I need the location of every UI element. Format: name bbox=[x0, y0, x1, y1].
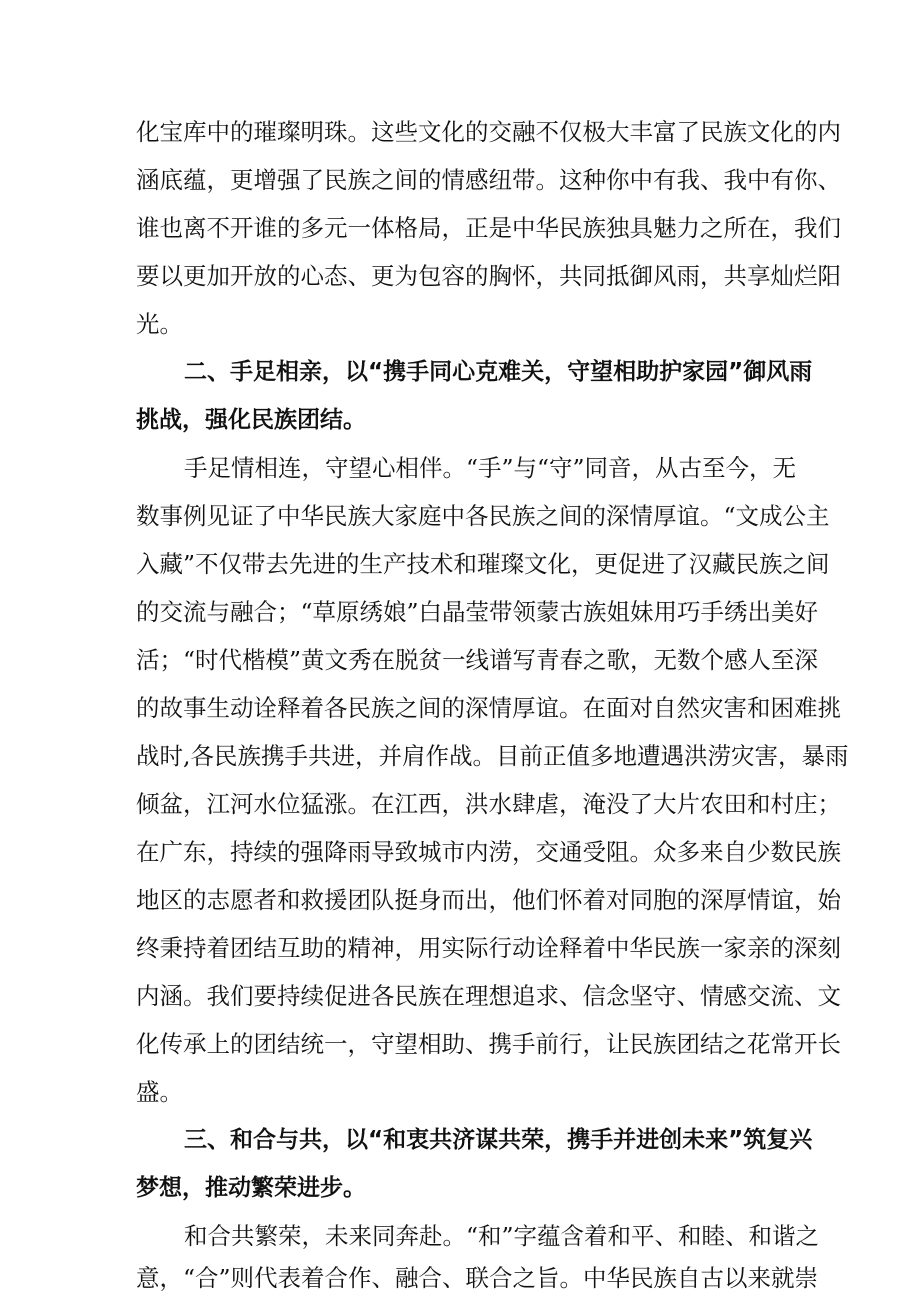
paragraph-3-line-1: 和合共繁荣，未来同奔赴。“和”字蕴含着和平、和睦、和谐之 bbox=[184, 1222, 820, 1250]
paragraph-2-line-5: 活；“时代楷模”黄文秀在脱贫一线谱写青春之歌，无数个感人至深 bbox=[136, 646, 819, 674]
paragraph-1-line-4: 要以更加开放的心态、更为包容的胸怀，共同抵御风雨，共享灿烂阳 bbox=[136, 262, 841, 290]
paragraph-1-line-1: 化宝库中的璀璨明珠。这些文化的交融不仅极大丰富了民族文化的内 bbox=[136, 118, 841, 146]
paragraph-2-line-1: 手足情相连，守望心相伴。“手”与“守”同音，从古至今，无 bbox=[184, 454, 797, 482]
section-heading-2-line-1: 二、手足相亲，以“携手同心克难关，守望相助护家园”御风雨 bbox=[184, 359, 813, 385]
section-heading-3-line-2: 梦想，推动繁荣进步。 bbox=[136, 1175, 366, 1201]
paragraph-2-line-13: 化传承上的团结统一，守望相助、携手前行，让民族团结之花常开长 bbox=[136, 1030, 841, 1058]
paragraph-3-line-2: 意，“合”则代表着合作、融合、联合之旨。中华民族自古以来就崇 bbox=[136, 1264, 819, 1292]
paragraph-2-line-3: 入藏”不仅带去先进的生产技术和璀璨文化，更促进了汉藏民族之间 bbox=[136, 550, 830, 578]
paragraph-1-line-5: 光。 bbox=[136, 310, 183, 338]
paragraph-1-line-3: 谁也离不开谁的多元一体格局，正是中华民族独具魅力之所在，我们 bbox=[136, 214, 841, 242]
section-heading-2-line-2: 挑战，强化民族团结。 bbox=[136, 407, 366, 433]
paragraph-2-line-11: 终秉持着团结互助的精神，用实际行动诠释着中华民族一家亲的深刻 bbox=[136, 934, 841, 962]
paragraph-2-line-9: 在广东，持续的强降雨导致城市内涝，交通受阻。众多来自少数民族 bbox=[136, 838, 841, 866]
section-heading-3-line-1: 三、和合与共，以“和衷共济谋共荣，携手并进创未来”筑复兴 bbox=[184, 1127, 813, 1153]
paragraph-2-line-14: 盛。 bbox=[136, 1078, 183, 1106]
paragraph-2-line-4: 的交流与融合；“草原绣娘”白晶莹带领蒙古族姐妹用巧手绣出美好 bbox=[136, 598, 819, 626]
paragraph-2-line-8: 倾盆，江河水位猛涨。在江西，洪水肆虐，淹没了大片农田和村庄； bbox=[136, 790, 841, 818]
paragraph-2-line-6: 的故事生动诠释着各民族之间的深情厚谊。在面对自然灾害和困难挑 bbox=[136, 694, 841, 722]
paragraph-1-line-2: 涵底蕴，更增强了民族之间的情感纽带。这种你中有我、我中有你、 bbox=[136, 166, 841, 194]
paragraph-2-line-2: 数事例见证了中华民族大家庭中各民族之间的深情厚谊。“文成公主 bbox=[136, 502, 830, 530]
paragraph-2-line-7: 战时,各民族携手共进，并肩作战。目前正值多地遭遇洪涝灾害，暴雨 bbox=[136, 742, 849, 770]
paragraph-2-line-12: 内涵。我们要持续促进各民族在理想追求、信念坚守、情感交流、文 bbox=[136, 982, 841, 1010]
paragraph-2-line-10: 地区的志愿者和救援团队挺身而出，他们怀着对同胞的深厚情谊，始 bbox=[136, 886, 841, 914]
